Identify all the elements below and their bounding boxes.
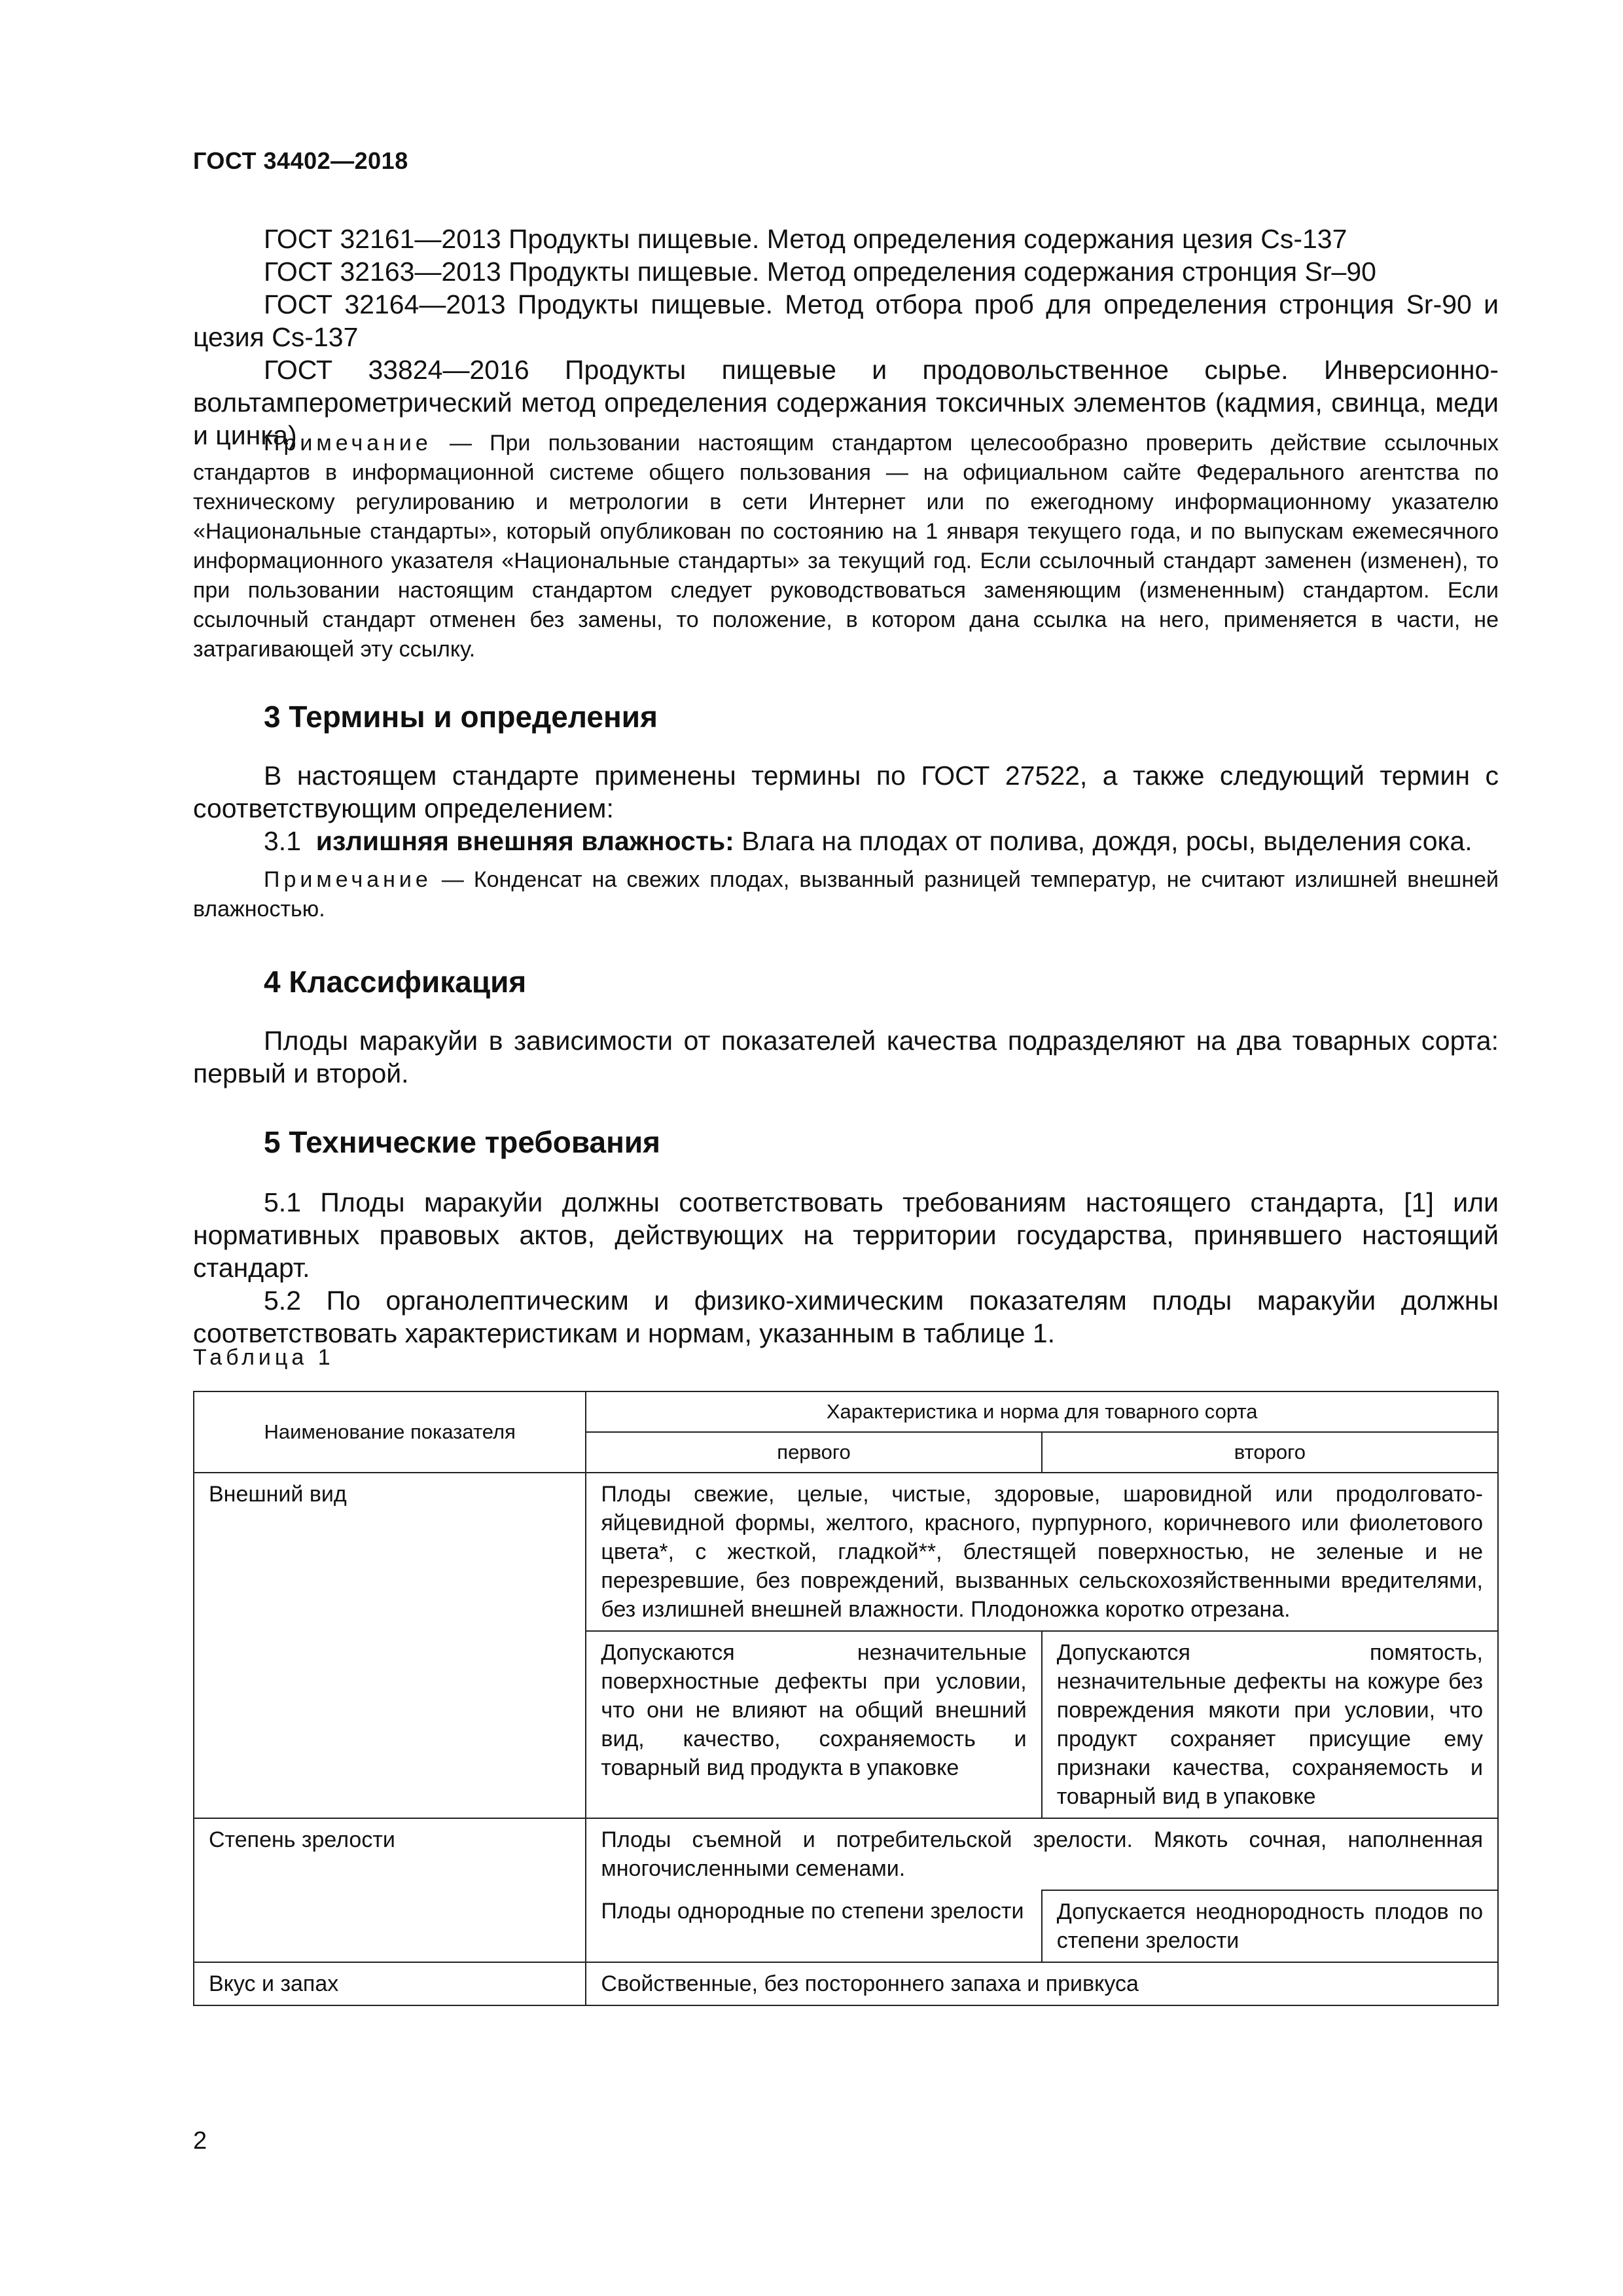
normative-references xyxy=(193,223,1499,452)
section-4-heading: 4 Классификация xyxy=(264,965,527,999)
row-appearance-common: Плоды свежие, целые, чистые, здоровые, шаровидной или продолговато-яйцевидной формы, желтого, красного, пурпурного, коричневого или фиолетового цвета*, с жесткой, гладкой**, блестящей поверхностью, не зеленые и не перезревшие, без повреждений, вызванных сельскохозяйственными вредителями, без излишней внешней влажности. Плодоножка коротко отрезана. xyxy=(586,1473,1498,1631)
row-ripeness-name: Степень зрелости xyxy=(194,1818,586,1962)
row-ripeness-second: Допускается неоднородность плодов по степени зрелости xyxy=(1042,1890,1498,1962)
table-row xyxy=(194,1473,1498,1631)
term-3-1 xyxy=(193,825,1499,857)
section-5-body xyxy=(193,1186,1499,1350)
note-label: Примечание xyxy=(264,867,432,892)
row-taste-name: Вкус и запах xyxy=(194,1962,586,2005)
section-3-body xyxy=(193,759,1499,924)
section-3-heading: 3 Термины и определения xyxy=(264,700,658,734)
row-ripeness-common: Плоды съемной и потребительской зрелости. Мякоть сочная, наполненная многочисленными семенами. xyxy=(586,1818,1498,1890)
row-appearance-first: Допускаются незначительные поверхностные дефекты при условии, что они не влияют на общий внешний вид, качество, сохраняемость и товарный вид продукта в упаковке xyxy=(586,1631,1041,1818)
term-definition: Влага на плодах от полива, дождя, росы, выделения сока. xyxy=(734,826,1472,856)
table-1 xyxy=(193,1391,1499,2006)
header-characteristic: Характеристика и норма для товарного сорта xyxy=(586,1391,1498,1432)
section-4-text: Плоды маракуйи в зависимости от показателей качества подразделяют на два товарных сорта: первый и второй. xyxy=(193,1026,1499,1088)
document-header: ГОСТ 34402—2018 xyxy=(193,147,408,174)
reference-item: ГОСТ 33824—2016 Продукты пищевые и продовольственное сырье. Инверсионно-вольтамперометрический метод определения содержания токсичных элементов (кадмия, свинца, меди и цинка) xyxy=(193,355,1499,450)
section-4-body xyxy=(193,1024,1499,1090)
header-indicator: Наименование показателя xyxy=(194,1391,586,1473)
note-text: — Конденсат на свежих плодах, вызванный разницей температур, не считают излишней внешней влажностью. xyxy=(193,867,1499,922)
header-grade-first: первого xyxy=(586,1432,1041,1473)
note-label: Примечание xyxy=(264,431,432,456)
table-caption: Таблица 1 xyxy=(193,1345,334,1370)
table-row xyxy=(194,1962,1498,2005)
table-row xyxy=(194,1818,1498,1890)
note-text: — При пользовании настоящим стандартом целесообразно проверить действие ссылочных стандартов в информационной системе общего пользования — на официальном сайте Федерального агентства по техническому регулированию и метрологии в сети Интернет или по ежегодному информационному указателю «Национальные стандарты», который опубликован по состоянию на 1 января текущего года, и по выпускам ежемесячного информационного указателя «Национальные стандарты» за текущий год. Если ссылочный стандарт заменен (изменен), то при пользовании настоящим стандартом следует руководствоваться заменяющим (измененным) стандартом. Если ссылочный стандарт отменен без замены, то положение, в котором дана ссылка на него, применяется в части, не затрагивающей эту ссылку. xyxy=(193,431,1499,662)
table-header-row xyxy=(194,1391,1498,1432)
term-name: излишняя внешняя влажность: xyxy=(315,826,734,856)
reference-item: ГОСТ 32161—2013 Продукты пищевые. Метод определения содержания цезия Cs-137 xyxy=(264,224,1347,254)
clause-5-2: 5.2 По органолептическим и физико-химическим показателям плоды маракуйи должны соответствовать характеристикам и нормам, указанным в таблице 1. xyxy=(193,1285,1499,1348)
header-grade-second: второго xyxy=(1042,1432,1498,1473)
row-appearance-second: Допускаются помятость, незначительные дефекты на кожуре без повреждения мякоти при условии, что продукт сохраняет присущие ему признаки качества, сохраняемость и товарный вид в упаковке xyxy=(1042,1631,1498,1818)
row-taste-common: Свойственные, без постороннего запаха и привкуса xyxy=(586,1962,1498,2005)
clause-5-1: 5.1 Плоды маракуйи должны соответствовать требованиям настоящего стандарта, [1] или нормативных правовых актов, действующих на территории государства, принявшего настоящий стандарт. xyxy=(193,1187,1499,1283)
reference-item: ГОСТ 32163—2013 Продукты пищевые. Метод определения содержания стронция Sr–90 xyxy=(264,257,1376,287)
page-number: 2 xyxy=(193,2127,207,2155)
term-number: 3.1 xyxy=(264,826,301,856)
row-appearance-name: Внешний вид xyxy=(194,1473,586,1818)
section-3-intro: В настоящем стандарте применены термины по ГОСТ 27522, а также следующий термин с соответствующим определением: xyxy=(193,761,1499,823)
reference-item: ГОСТ 32164—2013 Продукты пищевые. Метод отбора проб для определения стронция Sr-90 и цезия Cs-137 xyxy=(193,289,1499,352)
term-note xyxy=(193,865,1499,924)
references-note xyxy=(193,429,1499,664)
row-ripeness-first: Плоды однородные по степени зрелости xyxy=(586,1890,1041,1962)
section-5-heading: 5 Технические требования xyxy=(264,1125,660,1159)
